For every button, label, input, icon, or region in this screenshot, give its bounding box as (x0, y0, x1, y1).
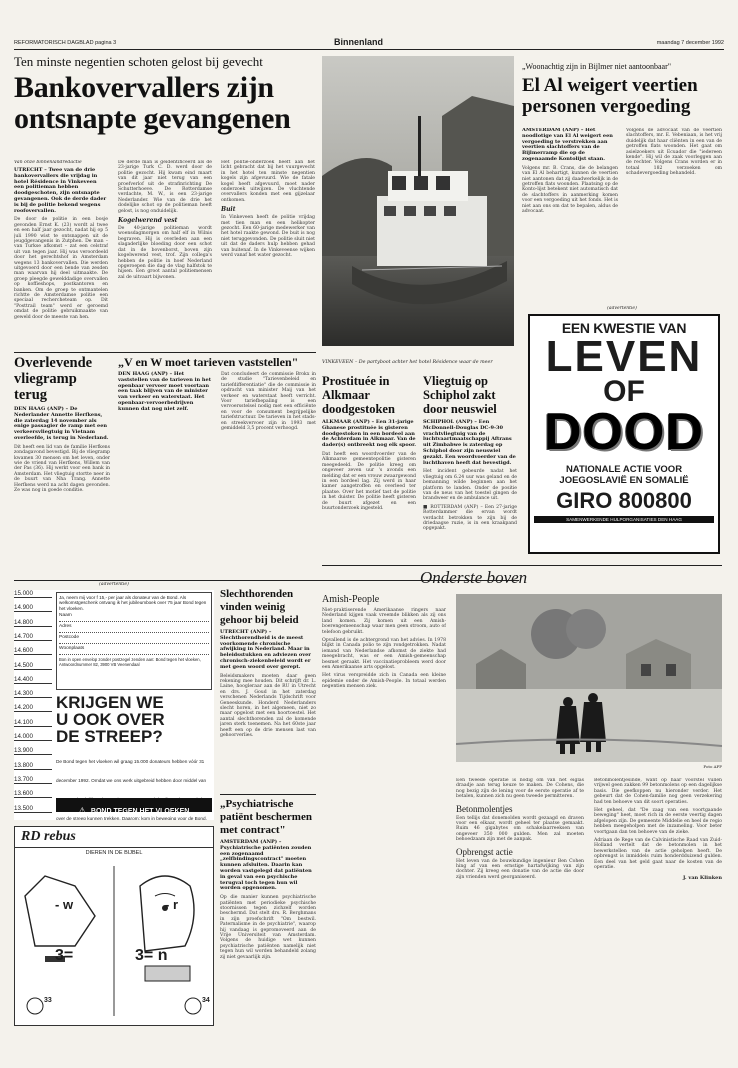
ad-bond-slogan (56, 694, 212, 744)
boat-photo (322, 56, 514, 346)
ad-line-6: JOEGOSLAVIË EN SOMALIË (559, 475, 689, 486)
form-footer: Bon in open envelop zonder postzegel zenden aan: Bond tegen het vloeken, Antwoordnummer 82, 3900 VB Veenendaal (59, 657, 201, 668)
ad-bond-body (56, 748, 212, 820)
elal-col-1 (522, 128, 618, 303)
ad-line-7: GIRO 800800 (556, 488, 692, 513)
scale-tick: 14.600 (14, 647, 52, 655)
onderste-header (420, 568, 720, 590)
onderste-intro: Niet-praktiserende Amerikaanse ringers naar Nederland kijgen vaak vreemde blikken als zij ons land komen. Zij komen uit een Amish-boerengemeenschap waar men geen stroom, auto of telefoon gebruikt. (322, 608, 446, 635)
prostitutie-headline: Prostituée in Alkmaar doodgestoken (322, 374, 395, 416)
scale-tick: 13.600 (14, 790, 52, 798)
lead-col-2 (118, 160, 212, 350)
form-field-adres[interactable]: Adres (59, 624, 209, 633)
venw-article (118, 355, 316, 577)
ad-bond-form (56, 592, 212, 690)
scale-tick: 14.500 (14, 662, 52, 670)
ad-line-1: EEN KWESTIE VAN (561, 320, 687, 336)
onderste-col-3 (594, 778, 722, 1024)
venw-lede: DEN HAAG (ANP) – Het vaststellen van de tarieven in het openbaar vervoer moet voortaan een taak blijven van de minister van verkeer en waterstaat. Het openbaar-vervoerbedrijven kunnen dat nog niet zelf. (118, 371, 211, 412)
elal-kicker: „Woonachtig zijn in Bijlmer niet aantoonbaar" (522, 62, 672, 71)
scale-tick: 13.800 (14, 762, 52, 770)
masthead (14, 36, 724, 50)
amish-caption-credit: Foto AFP (703, 764, 722, 769)
rebus-box (14, 826, 214, 1026)
lead-body-3: De 40-jarige politieman wordt woensdagmorgen om half elf in Wilnis begraven. Hij is overleden aan een slagaderlijke bloeding door een schot dat in de bovenborst, boven zijn kogelwerend vest, trof. Zijn collega's hebben de politie in hoef Nederland opgeroepen die dag de vlag halfstok te hijsen. Een groot aantal politiemensen zal de uitvaart bijwonen. (118, 226, 212, 280)
vliegtuig-headline: Vliegtuig op Schiphol zakt door neuswiel (423, 374, 497, 416)
psych-article (220, 794, 316, 1024)
onderste-col2-b: Een tellijs dat donemolden wordt gezaagd en draven voor een elkaar, wordt geheel ter plaatse gemaakt. Ruim 46 gigabytes om schakelaarreeksen van ongeveer 350 000 gulden. Men zal moeten behoedzaam zijn met de aanpak. (456, 815, 584, 843)
scale-tick: 13.500 (14, 805, 52, 813)
lead-subhead-1: Kogelwerend vest (118, 217, 178, 225)
slecht-article (220, 588, 316, 778)
prostitutie-lede: ALKMAAR (ANP) – Een 31-jarige Ghanese prostituée is gisteren doodgestoken in een bordeel aan de Achterdam in Alkmaar. Van de dader(s) ontbreekt nog elk spoor. (322, 419, 416, 449)
slecht-body: Beleidsmakers moeten daar geen rekening mee houden. Dit schrijft dr. L. Laine, hoogleraar aan de RU in Utrecht en drs. J. Goud in het zaterdag verschenen Nederlands Tijdschrift voor Geneeskunde. Honderd Nederlanders slecht horen, in het algemeen, niet zo maar opgelost met een hoortoestel. Het aantal slechthorenden zal de komende jaren sterk toenemen. Na het 60ste jaar heeft een op de drie mensen last van gehoorverlies. (220, 673, 316, 739)
lead-body-4: Het politie-onderzoek heeft aan het licht gebracht dat bij het vuurgevecht in het hotel ten minste negentien kogels zijn afgevuurd. Wie de fatale kogel heeft afgevuurd, moet nader onderzoek uitwijzen. De vluchtende overvallers konden met een gijzelaar ontkomen. (221, 160, 315, 203)
rebus-subtitle: DIEREN IN DE BIJBEL (15, 847, 213, 856)
vliegramp-lede: DEN HAAG (ANP) – De Nederlander Annette Herfkens, die zaterdag 14 november als enige passagier de ramp met een verkeersvliegtuig in Vietnam overleefde, is terug in Nederland. (14, 406, 109, 441)
slecht-headline: Slechthorenden vinden weinig gehoor bij beleid (220, 588, 299, 626)
scale-tick: 14.900 (14, 604, 52, 612)
onderste-col2-a: Een tweede operatie is nodig om van het eiglas draadje aan terug keuze te maken. De Cohens, die nog bezig zijn de lening voor de eerste operatie af te betalen, kunnen zich nu geen tweede permitteren. (456, 778, 584, 800)
onderste-col3-c: Adriaan de Rege van de Calvinistische Raad van Zuid-Holland vertelt dat de betonmolen in het bewerkstellen van de actie geholpen heeft. De opbrengst is inmiddels ruim honderdduizend gulden. Een deel van het geld gaat naar de kosten van de operatie. (594, 838, 722, 871)
scale-tick: 13.900 (14, 747, 52, 755)
scale-tick: 14.300 (14, 690, 52, 698)
paper-name: REFORMATORISCH DAGBLAD pagina 3 (14, 40, 117, 46)
amish-photo (456, 594, 722, 762)
vliegtuig-article (423, 374, 517, 562)
scale-tick: 14.200 (14, 704, 52, 712)
psych-body: Op die manier kunnen psychiatrische patiënten met periodieke psychische stoornissen tegen zichzelf worden beschermd. Dat stelt drs. R. Berghmans in zijn proefschrift "Om bestwil. Paternalisme in de psychiatrie", waarop hij vandaag is gepromoveerd aan de Vrije Universiteit van Amsterdam. Volgens de huidige wet kunnen psychiatrische patiënten namelijk niet tegen hun wil worden behandeld zolang zij niet gevaarlijk zijn. (220, 895, 316, 960)
elal-col-2 (626, 128, 722, 303)
lead-headline: Bankovervallers zijn ontsnapte gevangenen (14, 71, 291, 135)
ad-bond (14, 590, 214, 820)
rebus-word-1: - w (55, 897, 74, 912)
onderste-body-1: Opvallend is de achtergrond van het advies. In 1978 blijkt in Canada polio te zijn rondgetrokken. Nadat iemand van Nederlandse afkomst de ziekte had meegebracht, was er een Amish-gemeenschap besmet geraakt. Het vaccinatieprobleem werd door een Amerikaanse arts opgelost. (322, 638, 446, 671)
rule-lead-bottom (14, 352, 316, 353)
rebus-word-2: - r (165, 897, 178, 912)
prostitutie-article (322, 374, 416, 562)
scale-tick: 15.000 (14, 590, 52, 598)
rebus-title: RD rebus (21, 829, 76, 844)
elal-lede: AMSTERDAM (ANP) – Het noodlotige van El Al weigert een vergoeding te verstrekken aan veertien slachtoffers van de Bijlmerramp die op de zogenaamde Kontolijst staan. (522, 128, 613, 162)
lead-kicker: Ten minste negentien schoten gelost bij gevecht (14, 54, 263, 69)
scale-tick: 14.700 (14, 633, 52, 641)
vliegramp-headline: Overlevende vliegramp terug (14, 355, 93, 403)
amish-caption (456, 764, 722, 774)
lead-body-5: In Vinkeveen heeft de politie vrijdag met tien man en een helikopter gezocht. Een 60-jarige medewerker van het hotel raakte gewond. De buit is nog niet teruggevonden. De politie sluit niet uit dat de daders hulp hebben gehad van buitenaf. In de Vinkeveense wijken werd vanaf het water gezocht. (221, 215, 315, 259)
vliegtuig-body: Het incident gebeurde nadat het vliegtuig om 6.24 uur was geland en de bemanning wilde beginnen aan het platform te landen. Onder de positie van de neus van het toestel gingen de brandweer en de ambulance uit. (423, 469, 517, 502)
venw-body: Dat concludeert de commissie Brokx in de studie "Tarievenbeleid en tariefdifferentiatie" die de commissie in opdracht van minister Maij van het verkeer en waterstaat heeft verricht. Voor tariefbepaling is een vervoersstelsel nodig met een efficiënte en voor de consument begrijpelijke tariefstructuur. De tarieven in het stads- en streekvervoer zijn in 1993 met gemiddeld 3,5 procent verhoogd. (221, 372, 316, 432)
onderste-col-2 (456, 778, 584, 1024)
form-fields (59, 613, 209, 655)
ad-bond-scale (14, 590, 54, 820)
ad-line-2: LEVEN (545, 332, 703, 381)
bond-logo-icon: ⚠ (78, 806, 86, 815)
vliegramp-body: Dit heeft een lid van de familie Herfkens zondagavond bevestigd. Bij de vliegramp kwamen 30 mensen om het leven, onder wie de vriend van Herfkens, Willem van der Pas (36). Hij werkt voor een bank in Amsterdam. Het vliegtuig stortte neer in de buurt van Nha Trang. Annette Herfkens werd na acht dagen gevonden. Ze was nog in goede conditie. (14, 444, 110, 494)
boat-caption-text: VINKEVEEN – De partyboot achter het hotel Résidence waar de meer (322, 360, 493, 365)
lead-body-2: De derde man is geïdentificeerd als de 23-jarige Turk C. D. werd door de politie gezocht. Hij kwam eind maart van dit jaar niet terug van een proefverlof uit de strafinrichting De Schutterhoeve. De Rotterdamse verdachte, M. W., is een 23-jarige Nederlander. Wie van de drie het dodelijke schot op de politieman heeft gelost, is nog onduidelijk. (118, 160, 212, 214)
slogan-line-1: KRIJGEN WE (56, 693, 164, 712)
onderste-col2-c: Het leven van de bouwkundige ingenieur Ben Cohen hing af van een ernstige hartafwijking van zijn dochter. Zij kreeg een donatie van de actie die door zijn vrienden werd georganiseerd. (456, 858, 584, 880)
slogan-line-3: DE STREEP? (56, 727, 163, 746)
ad-label-bond: (advertentie) (99, 582, 129, 587)
form-field-postcode[interactable]: Postcode (59, 635, 209, 644)
rule-onderste-top (322, 565, 722, 566)
psych-lede: AMSTERDAM (ANP) – Psychiatrische patiënten zouden een zogenaamd „zelfbindingscontract" moeten kunnen afsluiten. Daarin kan worden vastgelegd dat patiënten in geval van een psychische terugval toch tegen hun wil worden opgenomen. (220, 839, 312, 892)
scale-tick: 14.400 (14, 676, 52, 684)
rebus-word-3: 3= (55, 947, 74, 964)
bond-body-text: De Bond tegen het vloeken wil graag 15.000 donateurs hebben vóór 31 december 1992. Omdat we ons werk uitgebreid hebben door middel van over de streep kunnen trekken. Daarom: kom in beweging voor de Bond. (56, 759, 207, 820)
amish-photo-image (456, 594, 722, 762)
onderste-col3-b: Het geheel, dat "De zaag van een voortgaande beweging" heet, moet rich in de eerste veertig dagen afgelopen zijn. De gemeente Middelie en heel de regio hebben meegeholpen met de inzameling. Voor beter voortgaan dan ten behoeve van de zieke. (594, 808, 722, 835)
bond-logo-text: BOND TEGEN HET VLOEKEN (90, 808, 190, 815)
section-name: Binnenland (334, 37, 383, 47)
ad-line-3: OF (603, 375, 645, 408)
rebus-word-4: 3= n (135, 947, 168, 964)
boat-caption-credit (495, 367, 514, 368)
scale-tick: 13.700 (14, 776, 52, 784)
ad-leven-of-dood (528, 314, 720, 554)
onderste-col3-a: Betonmolentjesinde, want op haar voorstel vullen vrijwel geen zakken 99 betonmolens op een dagelijkse basis. Die geefkoppen nu hieronder verder. Het gebeurt dat de Cohen-familie nog geen verzekering had ten behoeve van dit soort operaties. (594, 778, 722, 805)
ad-label-leven: (advertentie) (607, 306, 637, 311)
issue-date: maandag 7 december 1992 (656, 40, 724, 46)
prostitutie-body: Dat heeft een woordvoerder van de Alkmaarse gemeentepolitie gisteren meegedeeld. De politie kreeg om ongeveer zeven uur 's avonds een melding dat er een vrouw zwaargewond in een bordeel lag. Zij werd in haar kamer aangetroffen en overleed ter plaatse. Over het motief tast de politie in het duister. De politie heeft gisteren de buurt afgezet en een buurtonderzoek ingesteld. (322, 451, 416, 512)
form-intro: Ja, neem mij voor f 15,- per jaar als donateur van de Bond. Als welkomstgeschenk ontvang ik het jubileumboek over 75 jaar Bond tegen het vloeken. (59, 595, 207, 611)
venw-headline: „V en W moet tarieven vaststellen" (118, 355, 299, 369)
onderste-col-1 (322, 594, 446, 1024)
slecht-lede: UTRECHT (ANP) – Slechthorendheid is de meest voorkomende chronische afwijking in Nederland. Maar in beleidsstukken en adviezen over chronisch-ziekenbeleid wordt er met geen woord over gerept. (220, 629, 311, 670)
elal-headline: El Al weigert veertien personen vergoeding (522, 75, 698, 117)
lead-body-1: De door de politie in een bosje gevonden Ernst K. (23) wordt al twee en een half jaar gezocht, nadat hij op 5 juli 1990 wist te ontsnappen uit de jeugdgevangenis in Zutphen. De man – van Turkse afkomst – zat een celstraf uit van tegen jaar. Hij was veroordeeld door het gerechtshof in Amsterdam wegens 13 bankovervallen. Die werden uitgevoerd door een bende van zesden man waarvan hij deel uitmaakte. De groep pleegde gewelddadige overvallen op koffieshops, postkantoren en banken. Om de groep te ontmantelen richtte de Amsterdamse politie een speciaal rechercheteam op. Dit "Posttrail team" werd er geroemd omdat de politie gebruikmaakte van geweld door de meeste van hen. (14, 217, 108, 320)
ad-line-4: DOOD (544, 403, 704, 461)
onderste-title: Onderste boven (420, 568, 528, 587)
form-field-woonplaats[interactable]: Woonplaats (59, 646, 209, 655)
lead-col-1 (14, 160, 108, 350)
slogan-line-2: U OOK OVER (56, 710, 165, 729)
vliegramp-article (14, 355, 110, 577)
form-field-naam[interactable]: Naam (59, 613, 209, 622)
rebus-number-33: 33 (44, 997, 52, 1004)
scale-tick: 14.000 (14, 733, 52, 741)
onderste-body-2: Het virus verspreidde zich in Canada een kleine epidemie onder de Amish-People. In totaal werden negentien mensen ziek. (322, 673, 446, 690)
scale-tick: 14.100 (14, 719, 52, 727)
psych-headline: „Psychiatrische patiënt beschermen met contract" (220, 798, 312, 836)
vliegtuig-lede: SCHIPHOL (ANP) – Een McDonnell-Douglas DC-9-30 vrachtvliegtuig van de luchtvaartmaatschappij Aftrans uit Zimbabwe is zaterdag op Schiphol door zijn neuswiel gezakt. Een woordvoerder van de luchthaven heeft dat bevestigd. (423, 419, 516, 466)
boat-photo-image (322, 56, 514, 346)
lead-byline: Van onze binnenlandredactie (14, 160, 82, 165)
lead-subhead-2: Buit (221, 206, 236, 214)
onderste-author: J. van Klinken (682, 874, 722, 881)
onderste-subhead-1: Betonmolentjes (456, 803, 513, 814)
ad-line-8: SAMENWERKENDE HULPORGANISATIES DEN HAAG (534, 516, 714, 523)
lead-col-3 (221, 160, 315, 350)
ad-line-5: NATIONALE ACTIE VOOR (565, 464, 683, 475)
boat-photo-caption (322, 348, 514, 368)
vliegtuig-sub: ■ ROTTERDAM (ANP) – Een 27-jarige Rotterdammer die ervan wordt verdacht betrokken te zijn bij de driedaagse ruzie, is in een kraakpand opgepakt. (423, 504, 517, 532)
lead-lede: UTRECHT – Twee van de drie bankovervallers die vrijdag in hotel Résidence in Vinkeveen een politieman hebben doodgeschoten, zijn ontsnapte gevangenen. Ook de derde dader is bij de politie bekend wegens roofovervallen. (14, 167, 107, 214)
scale-tick: 14.800 (14, 619, 52, 627)
elal-body-2: Volgens de advocaat van de veertien slachtoffers, mr. E. Vebeniaan, is het vrij duidelijk dat haar cliënten in een van de getroffen flats woonden. Het gaat om asielzoekers uit Ecuador die "iedereen kende". Hij wil de zaak voorleggen aan de rechter. Volgens Crans worden er in totaal 182 verzoeken om schadevergoeding behandeld. (626, 128, 722, 177)
onderste-subhead-2: Opbrengst actie (456, 846, 513, 857)
onderste-kicker: Amish-People (322, 594, 380, 605)
bond-logo (56, 798, 212, 815)
elal-body-1: Volgens mr. B. Crans, die de belangen van El Al behartigt, kunnen de veertien niet aantonen dat zij daadwerkelijk in de getroffen flats woonden. Plaatsing op de Konto-lijst betekent niet automatisch dat de slachtoffers in aanmerking komen voor een vergoeding uit het fonds. Het is niet aan ons om dat te bepalen, aldus de advocaat. (522, 165, 618, 215)
rebus-number-34: 34 (202, 997, 210, 1004)
